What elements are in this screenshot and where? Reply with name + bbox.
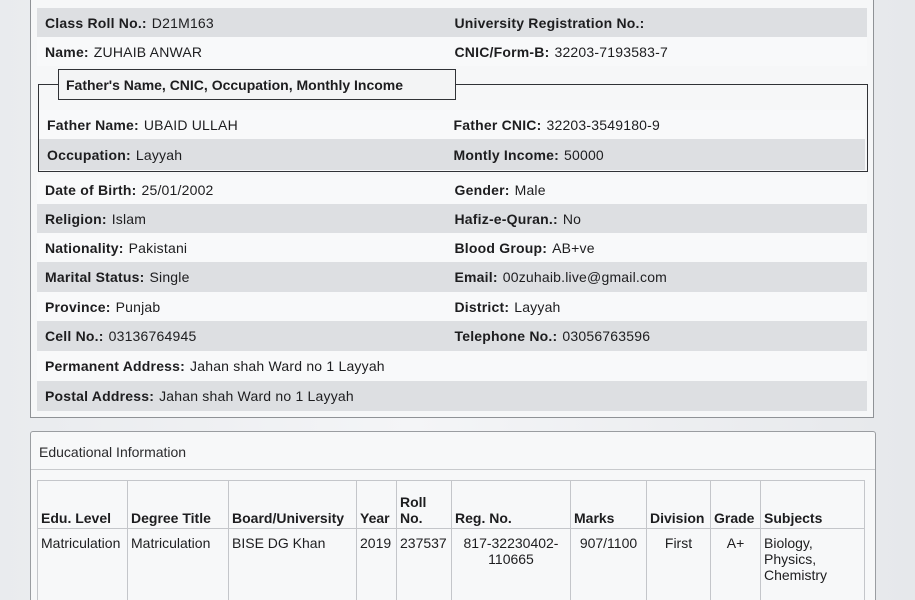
- cell-board: BISE DG Khan: [229, 529, 357, 600]
- nationality-value: Pakistani: [128, 239, 188, 256]
- dob-label: Date of Birth:: [45, 181, 137, 198]
- father-name-field: [39, 110, 459, 139]
- personal-info-panel: [30, 0, 874, 418]
- gender-value: Male: [514, 181, 546, 198]
- row-occupation-income: [39, 139, 865, 170]
- permanent-address-value: Jahan shah Ward no 1 Layyah: [190, 358, 385, 374]
- education-table-header: [38, 481, 865, 529]
- row-roll-reg: [37, 8, 867, 37]
- row-province-district: [37, 292, 867, 321]
- email-field: [455, 262, 868, 292]
- col-degree-title: Degree Title: [128, 481, 229, 529]
- father-name-label: Father Name:: [47, 116, 139, 133]
- reg-no-line2: 110665: [488, 551, 534, 567]
- gender-field: [455, 175, 868, 204]
- cell-roll: 237537: [397, 529, 452, 600]
- cell-grade: A+: [711, 529, 761, 600]
- row-nationality-blood: [37, 233, 867, 262]
- univ-reg-field: [455, 8, 868, 37]
- education-panel: [30, 431, 876, 600]
- col-grade: Grade: [711, 481, 761, 529]
- email-value: 00zuhaib.live@gmail.com: [502, 269, 668, 285]
- row-postal-address: [37, 381, 867, 411]
- cell-marks: 907/1100: [571, 529, 647, 600]
- cell-field: [37, 321, 458, 351]
- religion-label: Religion:: [45, 210, 107, 227]
- col-edu-level: Edu. Level: [38, 481, 128, 529]
- district-field: [455, 292, 868, 321]
- row-dob-gender: [37, 175, 867, 204]
- postal-address-value: Jahan shah Ward no 1 Layyah: [159, 388, 354, 404]
- religion-value: Islam: [111, 210, 147, 227]
- class-roll-value: D21M163: [151, 14, 214, 31]
- dob-field: [37, 175, 458, 204]
- cell-year: 2019: [357, 529, 397, 600]
- postal-address-label: Postal Address:: [45, 388, 155, 404]
- subject-1: Biology,: [764, 535, 813, 551]
- cell-subjects: [761, 529, 865, 600]
- class-roll-label: Class Roll No.:: [45, 14, 147, 31]
- cnic-field: [455, 37, 868, 66]
- gender-label: Gender:: [454, 181, 510, 198]
- hafiz-field: [455, 204, 868, 233]
- col-marks: Marks: [571, 481, 647, 529]
- district-label: District:: [454, 298, 510, 315]
- hafiz-value: No: [562, 210, 582, 227]
- father-cnic-field: [454, 110, 866, 139]
- hafiz-label: Hafiz-e-Quran.:: [454, 210, 558, 227]
- religion-field: [37, 204, 458, 233]
- col-year: Year: [357, 481, 397, 529]
- marital-field: [37, 262, 458, 292]
- row-marital-email: [37, 262, 867, 292]
- income-field: [454, 139, 866, 170]
- father-cnic-label: Father CNIC:: [453, 116, 542, 133]
- blood-field: [455, 233, 868, 262]
- education-table: [37, 480, 865, 600]
- province-value: Punjab: [115, 298, 161, 315]
- class-roll-field: [37, 8, 458, 37]
- name-value: ZUHAIB ANWAR: [93, 43, 203, 60]
- col-roll-top: Roll: [400, 494, 427, 510]
- province-field: [37, 292, 458, 321]
- occupation-value: Layyah: [135, 146, 183, 163]
- income-label: Montly Income:: [453, 146, 559, 163]
- name-label: Name:: [45, 43, 89, 60]
- occupation-label: Occupation:: [47, 146, 131, 163]
- phone-label: Telephone No.:: [454, 328, 558, 344]
- cell-division: First: [647, 529, 711, 600]
- subject-3: Chemistry: [764, 567, 828, 583]
- row-cell-phone: [37, 321, 867, 351]
- income-value: 50000: [563, 146, 604, 163]
- permanent-address-field: [37, 351, 867, 381]
- reg-no-line1: 817-32230402-: [463, 535, 559, 551]
- univ-reg-label: University Registration No.:: [454, 14, 645, 31]
- province-label: Province:: [45, 298, 111, 315]
- cell-degree-title: Matriculation: [128, 529, 229, 600]
- col-roll: [397, 481, 452, 529]
- name-field: [37, 37, 458, 66]
- col-division: Division: [647, 481, 711, 529]
- row-permanent-address: [37, 351, 867, 381]
- email-label: Email:: [454, 269, 498, 285]
- col-roll-bottom: No.: [400, 510, 423, 526]
- father-name-value: UBAID ULLAH: [143, 116, 238, 133]
- postal-address-field: [37, 381, 867, 411]
- cnic-label: CNIC/Form-B:: [454, 43, 550, 60]
- blood-value: AB+ve: [552, 239, 595, 256]
- dob-value: 25/01/2002: [141, 181, 214, 198]
- phone-field: [455, 321, 868, 351]
- row-name-cnic: [37, 37, 867, 66]
- col-board: Board/University: [229, 481, 357, 529]
- blood-label: Blood Group:: [454, 239, 548, 256]
- cnic-value: 32203-7193583-7: [554, 43, 668, 60]
- table-row: [38, 529, 865, 600]
- father-cnic-value: 32203-3549180-9: [546, 116, 661, 133]
- permanent-address-label: Permanent Address:: [45, 358, 186, 374]
- father-section-title: Father's Name, CNIC, Occupation, Monthly Income: [58, 69, 456, 100]
- occupation-field: [39, 139, 459, 170]
- row-father-name-cnic: [39, 110, 865, 139]
- cell-edu-level: Matriculation: [38, 529, 128, 600]
- cell-label: Cell No.:: [45, 328, 104, 344]
- marital-value: Single: [149, 269, 190, 285]
- nationality-label: Nationality:: [45, 239, 124, 256]
- district-value: Layyah: [514, 298, 561, 315]
- nationality-field: [37, 233, 458, 262]
- phone-value: 03056763596: [562, 328, 651, 344]
- cell-value: 03136764945: [108, 328, 197, 344]
- col-reg-no: Reg. No.: [452, 481, 571, 529]
- subject-2: Physics,: [764, 551, 817, 567]
- education-section-title: Educational Information: [39, 444, 187, 460]
- education-divider: [31, 469, 875, 470]
- col-subjects: Subjects: [761, 481, 865, 529]
- cell-reg-no: [452, 529, 571, 600]
- row-religion-hafiz: [37, 204, 867, 233]
- marital-label: Marital Status:: [45, 269, 145, 285]
